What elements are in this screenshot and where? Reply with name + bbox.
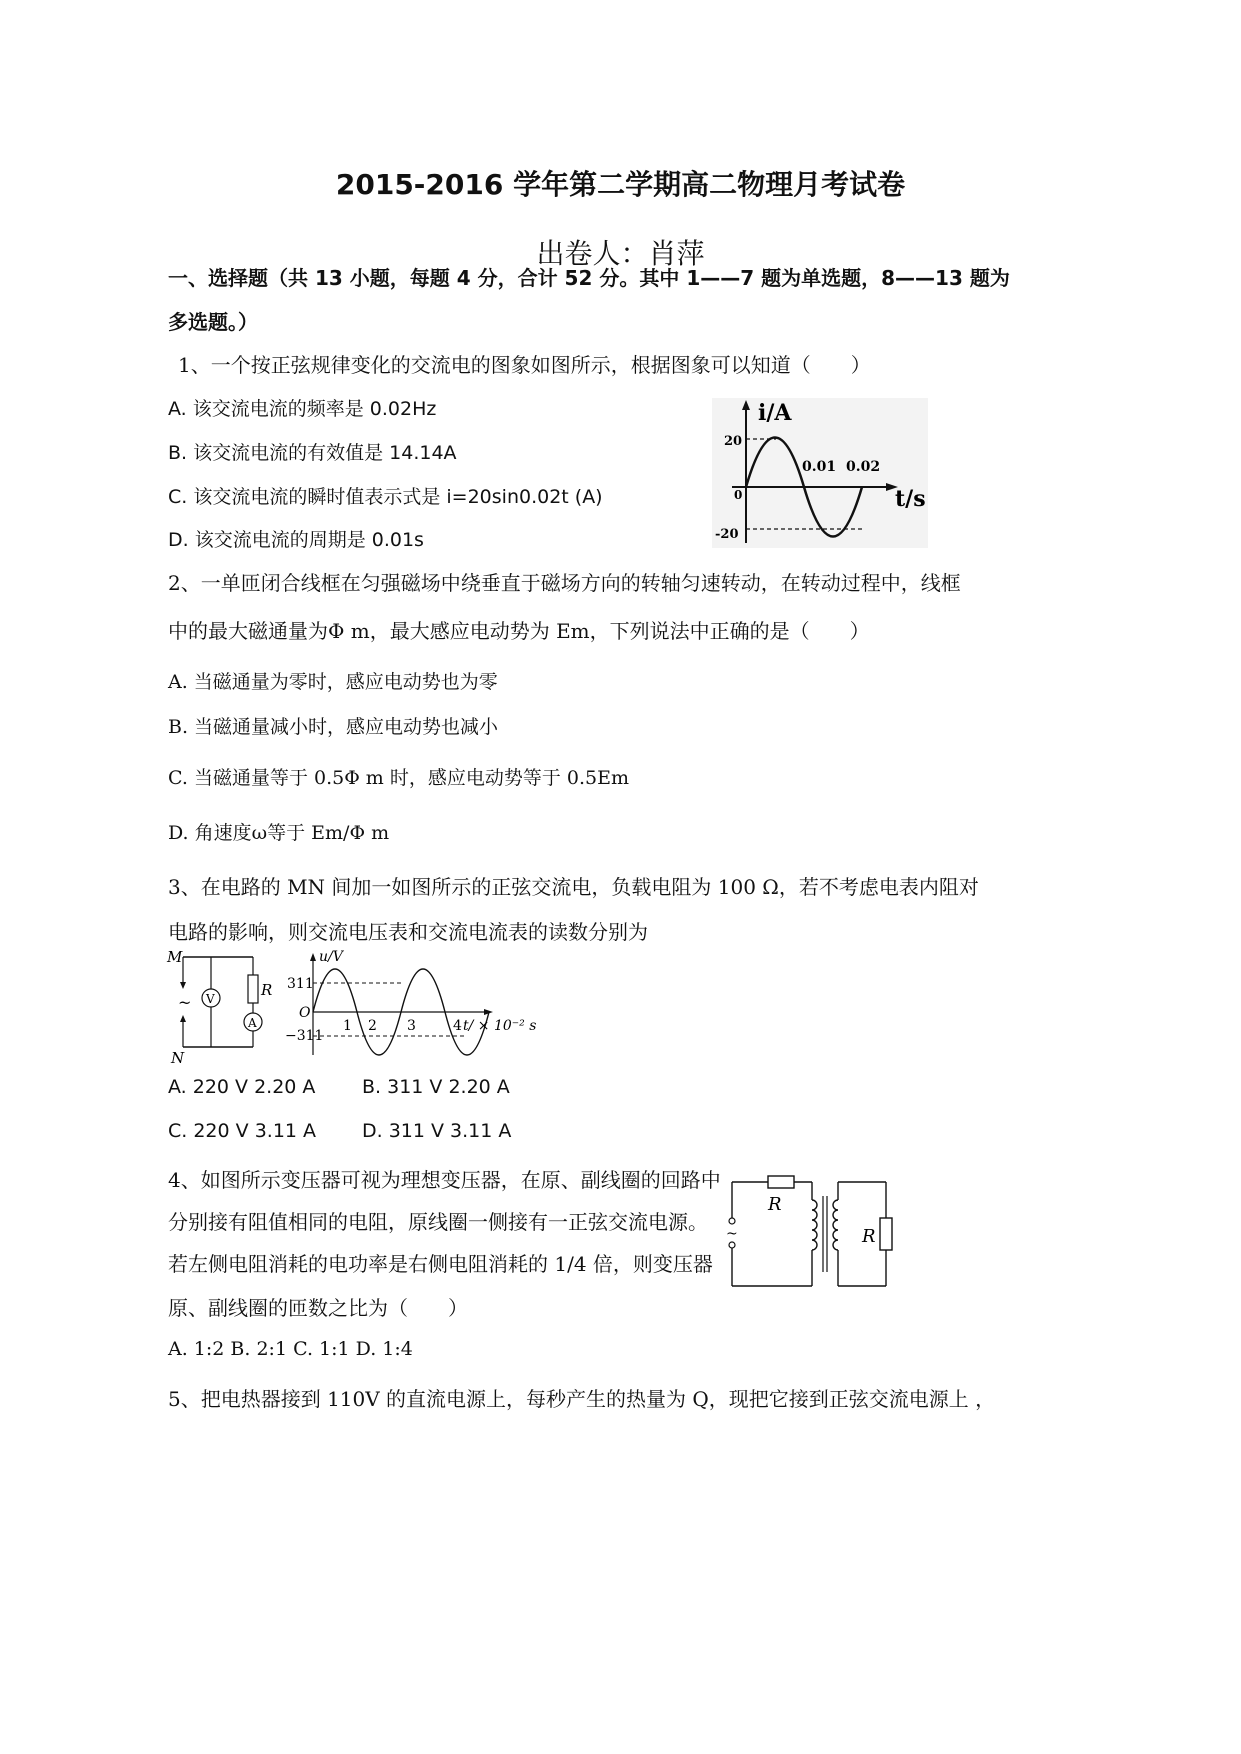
q2-stem-line1: 2、一单匝闭合线框在匀强磁场中绕垂直于磁场方向的转轴匀速转动，在转动过程中，线框 xyxy=(168,571,961,595)
q3-graph-tick-3: 3 xyxy=(407,1018,416,1034)
q3-resistor-label: R xyxy=(261,981,273,999)
q3-terminal-m: M xyxy=(167,948,183,966)
q1-option-c: C. 该交流电流的瞬时值表示式是 i=20sin0.02t (A) xyxy=(168,486,603,508)
q3-graph-tick-2: 2 xyxy=(368,1018,377,1034)
q3-voltage-graph xyxy=(285,945,540,1067)
q4-stem-line4: 原、副线圈的匝数之比为（ ） xyxy=(168,1296,468,1320)
q3-graph-tick-1: 1 xyxy=(343,1018,352,1034)
q3-graph-ylabel: u/V xyxy=(319,949,343,965)
q5-stem-line1: 5、把电热器接到 110V 的直流电源上，每秒产生的热量为 Q，现把它接到正弦交流电源上 ， xyxy=(168,1387,996,1411)
q3-graph-ymin: −311 xyxy=(285,1028,324,1044)
q2-stem-line2: 中的最大磁通量为Φ m，最大感应电动势为 Em，下列说法中正确的是（ ） xyxy=(168,619,870,643)
q3-option-d: D. 311 V 3.11 A xyxy=(362,1120,512,1142)
q3-graph-xlabel: t/ × 10⁻² s xyxy=(463,1018,537,1034)
q1-option-d: D. 该交流电流的周期是 0.01s xyxy=(168,529,424,551)
q1-current-graph xyxy=(712,398,928,548)
q4-stem-line3: 若左侧电阻消耗的电功率是右侧电阻消耗的 1/4 倍，则变压器 xyxy=(168,1252,713,1276)
q1-graph-ymax: 20 xyxy=(724,434,743,449)
q1-stem: 1、一个按正弦规律变化的交流电的图象如图所示，根据图象可以知道（ ） xyxy=(178,353,871,377)
q3-stem-line2: 电路的影响，则交流电压表和交流电流表的读数分别为 xyxy=(168,920,648,944)
q4-transformer-diagram xyxy=(722,1168,897,1293)
q2-option-c: C. 当磁通量等于 0.5Φ m 时，感应电动势等于 0.5Em xyxy=(168,767,630,789)
q3-voltmeter: V xyxy=(206,992,215,1006)
q4-options: A. 1:2 B. 2:1 C. 1:1 D. 1:4 xyxy=(168,1338,413,1360)
q3-source-symbol: ~ xyxy=(178,993,192,1012)
q4-right-resistor-label: R xyxy=(862,1226,876,1247)
section-heading-line1: 一、选择题（共 13 小题，每题 4 分，合计 52 分。其中 1——7 题为单选题，8——13 题为 xyxy=(168,266,1010,290)
q1-graph-ymin: -20 xyxy=(715,527,739,542)
q4-source-symbol: ~ xyxy=(726,1226,738,1242)
q2-option-b: B. 当磁通量减小时，感应电动势也减小 xyxy=(168,716,499,738)
q1-option-b: B. 该交流电流的有效值是 14.14A xyxy=(168,442,457,464)
q3-option-c: C. 220 V 3.11 A xyxy=(168,1120,317,1142)
q3-circuit-diagram xyxy=(165,945,285,1067)
author-line: 出卷人：肖萍 xyxy=(536,237,705,270)
page-title: 2015-2016 学年第二学期高二物理月考试卷 xyxy=(335,168,906,201)
q4-left-resistor-label: R xyxy=(768,1194,782,1215)
q4-stem-line1: 4、如图所示变压器可视为理想变压器，在原、副线圈的回路中 xyxy=(168,1168,721,1192)
q3-terminal-n: N xyxy=(171,1049,185,1067)
q3-graph-tick-4: 4 xyxy=(453,1018,462,1034)
q1-graph-ylabel: i/A xyxy=(758,400,792,426)
q3-stem-line1: 3、在电路的 MN 间加一如图所示的正弦交流电，负载电阻为 100 Ω，若不考虑电表内阻对 xyxy=(168,875,979,899)
q1-graph-t2: 0.02 xyxy=(846,459,881,475)
q3-option-a: A. 220 V 2.20 A xyxy=(168,1076,316,1098)
q3-graph-origin: O xyxy=(299,1005,311,1021)
q2-option-d: D. 角速度ω等于 Em/Φ m xyxy=(168,822,390,844)
q3-option-b: B. 311 V 2.20 A xyxy=(362,1076,510,1098)
q2-option-a: A. 当磁通量为零时，感应电动势也为零 xyxy=(168,671,498,693)
q3-graph-ymax: 311 xyxy=(287,976,314,992)
q4-stem-line2: 分别接有阻值相同的电阻，原线圈一侧接有一正弦交流电源。 xyxy=(168,1210,708,1234)
q1-graph-origin: 0 xyxy=(734,488,743,502)
section-heading-line2: 多选题。） xyxy=(168,310,258,334)
q1-graph-xlabel: t/s xyxy=(895,486,926,512)
q1-option-a: A. 该交流电流的频率是 0.02Hz xyxy=(168,398,437,420)
q1-graph-t1: 0.01 xyxy=(802,459,837,475)
q3-ammeter: A xyxy=(248,1016,257,1030)
